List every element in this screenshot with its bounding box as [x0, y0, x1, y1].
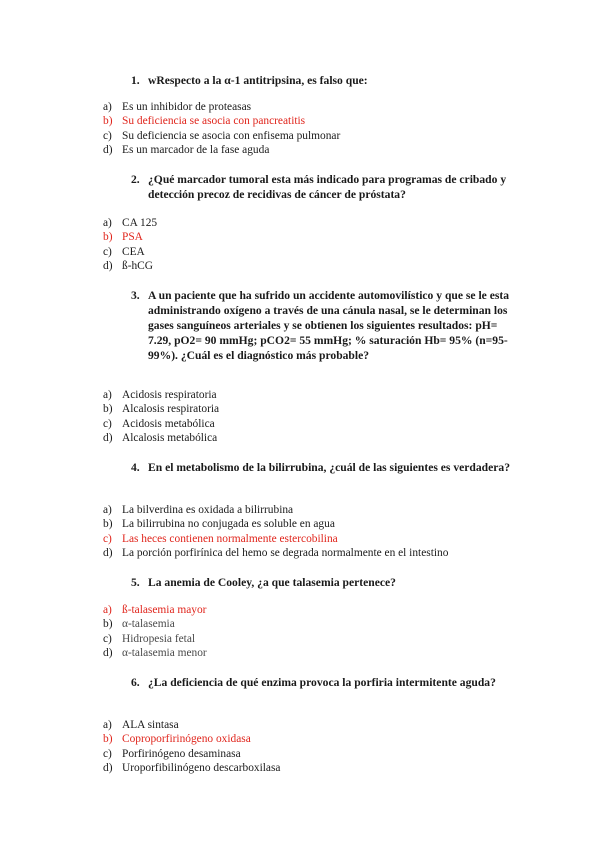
option-letter: b): [103, 231, 113, 244]
option-letter: c): [103, 245, 112, 258]
option-a[interactable]: [103, 388, 523, 402]
option-text: CA 125: [122, 217, 158, 229]
question-text: La anemia de Cooley, ¿a que talasemia pertenece?: [148, 576, 396, 589]
option-b[interactable]: [103, 114, 523, 128]
option-c[interactable]: [103, 129, 523, 143]
option-letter: b): [103, 403, 113, 416]
question-text: ¿La deficiencia de qué enzima provoca la porfiria intermitente aguda?: [148, 676, 496, 689]
option-letter: d): [103, 762, 113, 775]
option-text: Porfirinógeno desaminasa: [122, 747, 241, 760]
option-text: α-talasemia: [122, 618, 175, 631]
option-text: ß-hCG: [122, 260, 154, 273]
option-letter: a): [103, 217, 112, 229]
question-text: En el metabolismo de la bilirrubina, ¿cuál de las siguientes es verdadera?: [148, 461, 510, 474]
option-a[interactable]: [103, 603, 523, 617]
option-a[interactable]: [103, 503, 523, 517]
question-number: 3.: [131, 289, 140, 302]
option-d[interactable]: [103, 259, 523, 273]
question-number: 5.: [131, 576, 140, 589]
option-c[interactable]: [103, 632, 523, 646]
question-number: 1.: [131, 74, 140, 87]
option-text: Coproporfirinógeno oxidasa: [122, 733, 251, 746]
option-letter: a): [103, 101, 112, 113]
option-letter: d): [103, 144, 113, 157]
option-letter: d): [103, 432, 113, 445]
question-text: ¿Qué marcador tumoral esta más indicado para programas de cribado y detección precoz de recidivas de cáncer de próstata?: [148, 173, 507, 201]
option-text: La bilirrubina no conjugada es soluble en agua: [122, 518, 335, 531]
option-text: Su deficiencia se asocia con pancreatitis: [122, 115, 306, 128]
option-letter: b): [103, 115, 113, 128]
option-text: La porción porfirínica del hemo se degrada normalmente en el intestino: [122, 547, 449, 560]
question-number: 6.: [131, 676, 140, 689]
option-a[interactable]: [103, 216, 523, 230]
option-d[interactable]: [103, 646, 523, 660]
options-5: [103, 603, 523, 661]
option-text: Acidosis metabólica: [122, 417, 215, 430]
option-b[interactable]: [103, 230, 523, 244]
question-text: A un paciente que ha sufrido un accidente automovilístico y que se le esta administrando oxígeno a través de una cánula nasal, se le determinan los gases sanguíneos arteriales y se obtienen los siguientes resultados: pH= 7.29, pO2= 90 mmHg; pCO2= 55 mmHg; % saturación Hb= 95% (n=95-99%). ¿Cuál es el diagnóstico más probable?: [148, 289, 510, 362]
question-1: [131, 73, 511, 88]
options-1: [103, 100, 523, 158]
option-text: PSA: [122, 231, 143, 244]
option-d[interactable]: [103, 431, 523, 445]
question-5: [131, 575, 511, 590]
option-text: La bilverdina es oxidada a bilirrubina: [122, 504, 294, 516]
option-text: Las heces contienen normalmente estercobilina: [122, 532, 338, 545]
option-letter: a): [103, 604, 112, 616]
option-b[interactable]: [103, 517, 523, 531]
option-letter: d): [103, 647, 113, 660]
option-text: α-talasemia menor: [122, 647, 207, 660]
option-c[interactable]: [103, 532, 523, 546]
options-2: [103, 216, 523, 274]
option-d[interactable]: [103, 546, 523, 560]
question-2: [131, 172, 511, 202]
question-number: 4.: [131, 461, 140, 474]
option-b[interactable]: [103, 617, 523, 631]
question-number: 2.: [131, 173, 140, 186]
question-4: [131, 460, 511, 475]
option-letter: a): [103, 389, 112, 401]
option-letter: b): [103, 518, 113, 531]
option-text: ALA sintasa: [122, 719, 179, 731]
option-text: Alcalosis respiratoria: [122, 403, 220, 416]
question-3: [131, 288, 511, 363]
option-letter: d): [103, 260, 113, 273]
question-text: wRespecto a la α-1 antitripsina, es falso que:: [148, 74, 368, 87]
option-c[interactable]: [103, 747, 523, 761]
option-letter: a): [103, 504, 112, 516]
question-6: [131, 675, 511, 690]
option-a[interactable]: [103, 100, 523, 114]
option-b[interactable]: [103, 402, 523, 416]
option-letter: c): [103, 747, 112, 760]
option-letter: c): [103, 129, 112, 142]
option-letter: b): [103, 733, 113, 746]
option-letter: c): [103, 532, 112, 545]
option-letter: d): [103, 547, 113, 560]
option-text: Es un inhibidor de proteasas: [122, 101, 252, 113]
option-text: Su deficiencia se asocia con enfisema pulmonar: [122, 129, 341, 142]
option-text: Es un marcador de la fase aguda: [122, 144, 270, 157]
option-c[interactable]: [103, 245, 523, 259]
options-6: [103, 718, 523, 776]
option-text: Alcalosis metabólica: [122, 432, 218, 445]
option-letter: c): [103, 417, 112, 430]
option-b[interactable]: [103, 732, 523, 746]
option-d[interactable]: [103, 143, 523, 157]
option-text: Acidosis respiratoria: [122, 389, 217, 401]
option-letter: c): [103, 632, 112, 645]
options-4: [103, 503, 523, 561]
option-c[interactable]: [103, 417, 523, 431]
option-text: Hidropesia fetal: [122, 632, 196, 645]
option-d[interactable]: [103, 761, 523, 775]
option-letter: a): [103, 719, 112, 731]
option-text: ß-talasemia mayor: [122, 604, 207, 616]
option-a[interactable]: [103, 718, 523, 732]
options-3: [103, 388, 523, 446]
option-text: Uroporfibilinógeno descarboxilasa: [122, 762, 281, 775]
option-letter: b): [103, 618, 113, 631]
option-text: CEA: [122, 245, 145, 258]
